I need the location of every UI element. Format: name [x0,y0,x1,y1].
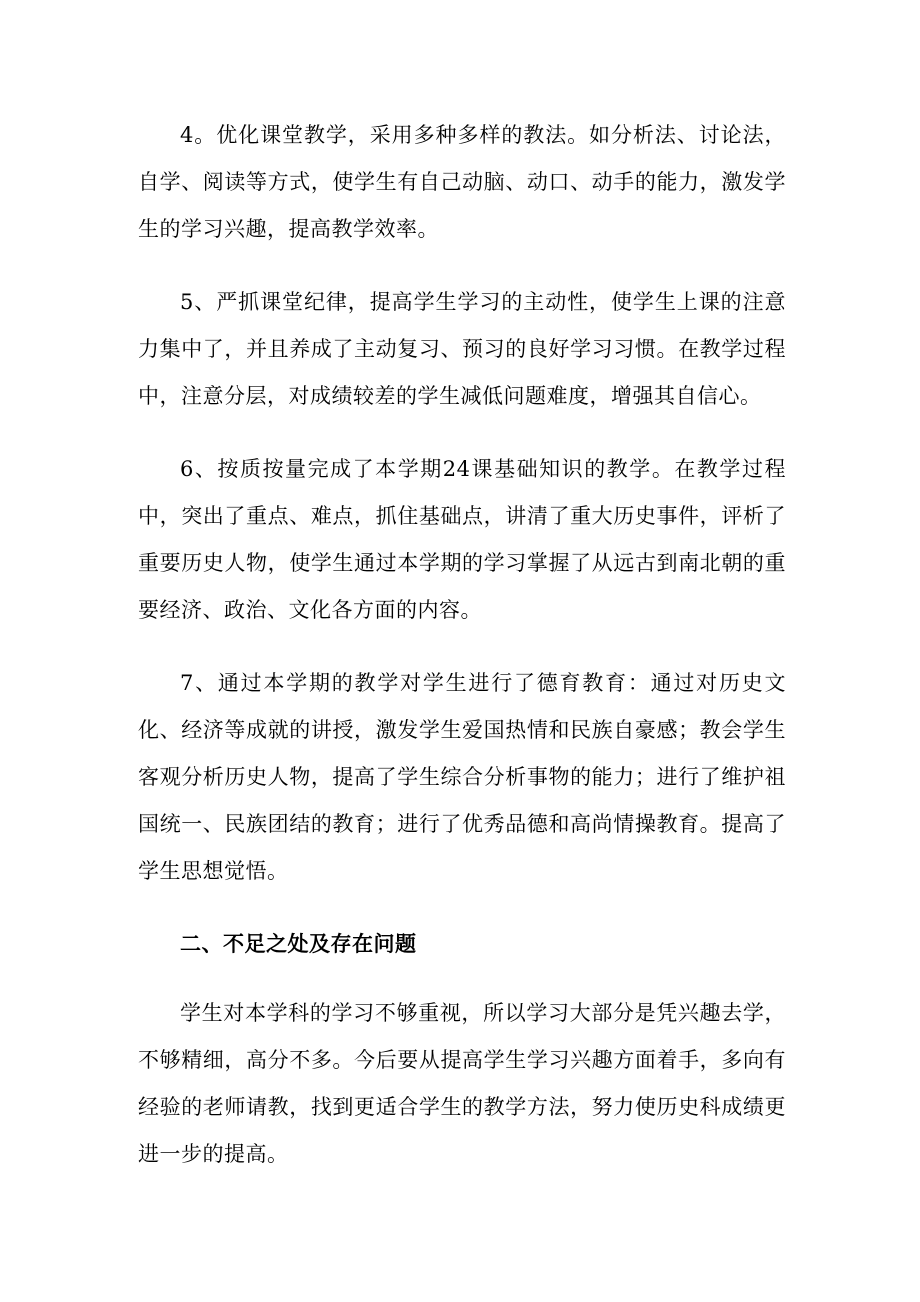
paragraph-item-5: 5、严抓课堂纪律，提高学生学习的主动性，使学生上课的注意力集中了，并且养成了主动复习、预习的良好学习习惯。在教学过程中，注意分层，对成绩较差的学生减低问题难度，增强其自信心。 [138,290,786,408]
paragraph-item-6: 6、按质按量完成了本学期24课基础知识的教学。在教学过程中，突出了重点、难点，抓住基础点，讲清了重大历史事件，评析了重要历史人物，使学生通过本学期的学习掌握了从远古到南北朝的重要经济、政治、文化各方面的内容。 [138,457,786,622]
paragraph-item-4: 4。优化课堂教学，采用多种多样的教法。如分析法、讨论法，自学、阅读等方式，使学生有自己动脑、动口、动手的能力，激发学生的学习兴趣，提高教学效率。 [138,123,786,241]
section-paragraph: 学生对本学科的学习不够重视，所以学习大部分是凭兴趣去学，不够精细，高分不多。今后要从提高学生学习兴趣方面着手，多向有经验的老师请教，找到更适合学生的教学方法，努力使历史科成绩更进一步的提高。 [138,1001,786,1166]
section-heading: 二、不足之处及存在问题 [180,932,417,956]
paragraph-item-7: 7、通过本学期的教学对学生进行了德育教育：通过对历史文化、经济等成就的讲授，激发学生爱国热情和民族自豪感；教会学生客观分析历史人物，提高了学生综合分析事物的能力；进行了维护祖国统一、民族团结的教育；进行了优秀品德和高尚情操教育。提高了学生思想觉悟。 [138,671,786,883]
document-body [138,112,786,1204]
